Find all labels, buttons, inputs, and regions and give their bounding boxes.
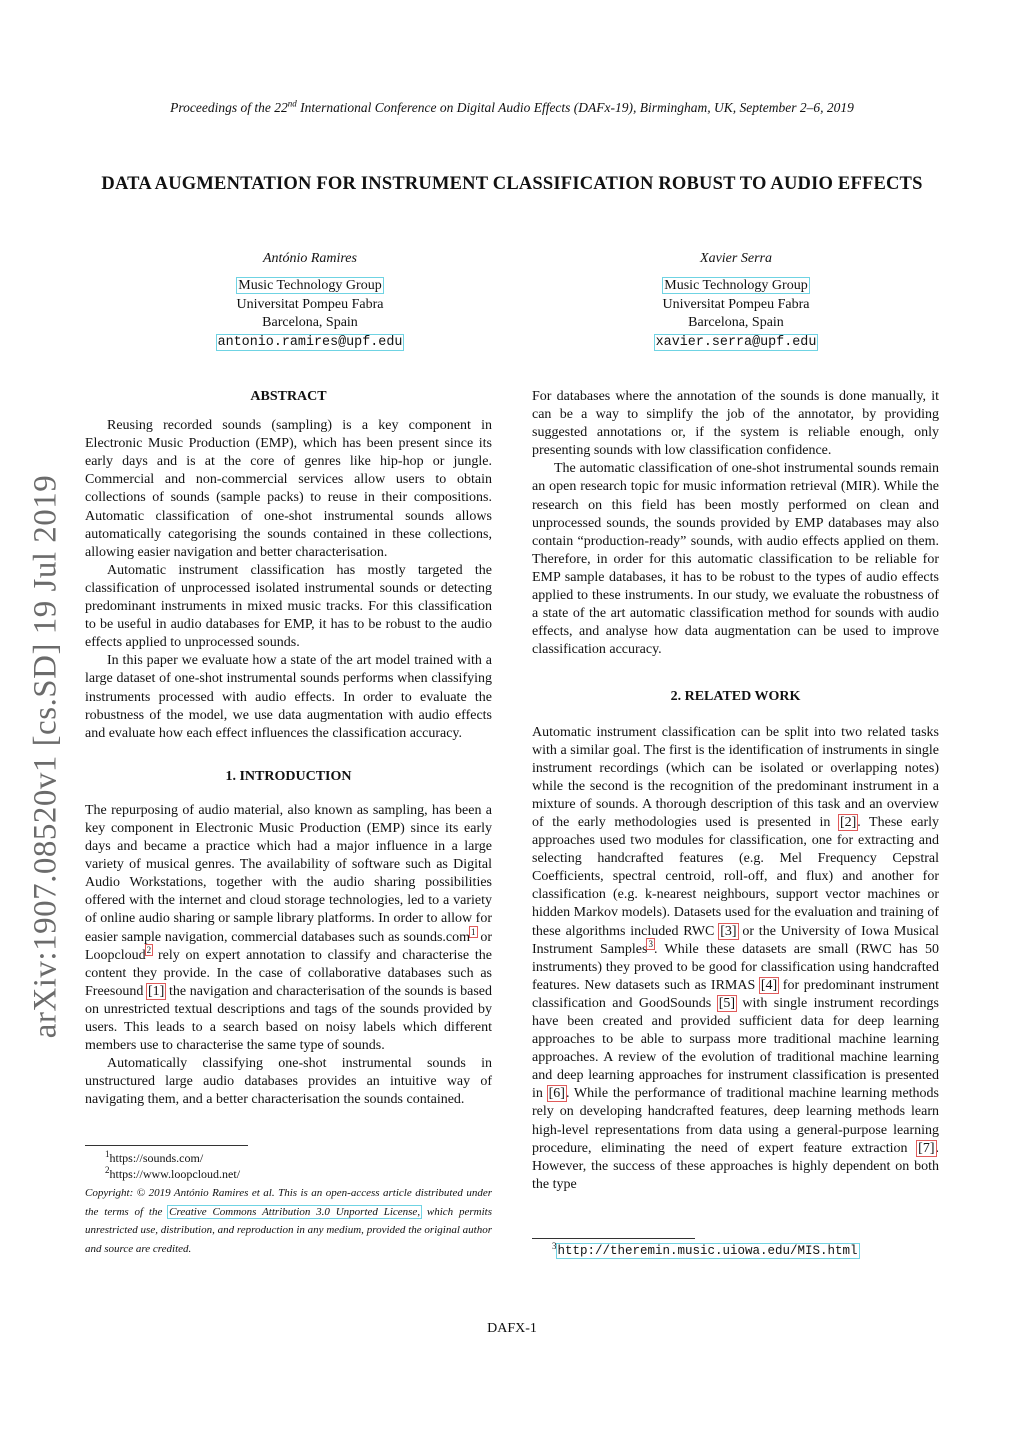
author-block-1 <box>160 250 460 352</box>
arxiv-identifier: arXiv:1907.08520v1 [cs.SD] 19 Jul 2019 <box>27 474 64 1039</box>
author-city: Barcelona, Spain <box>688 315 784 331</box>
citation-link[interactable]: [4] <box>760 977 778 993</box>
abstract-heading: ABSTRACT <box>250 389 327 404</box>
citation-link[interactable]: [5] <box>718 995 736 1011</box>
author-email-link[interactable]: xavier.serra@upf.edu <box>655 334 817 350</box>
author-name: António Ramires <box>263 251 357 266</box>
author-block-2 <box>586 250 886 352</box>
footnote-divider <box>532 1238 695 1239</box>
proceedings-header: Proceedings of the 22nd International Conference on Digital Audio Effects (DAFx-19), Birmingham, UK, September 2–6, 2019 <box>170 98 854 115</box>
footnote-right: $^3$http://theremin.music.uiowa.edu/MIS.html <box>552 1241 858 1258</box>
footnote-url-link[interactable]: http://theremin.music.uiowa.edu/MIS.html <box>557 1244 858 1258</box>
abstract-paragraph: Automatic instrument classification has mostly targeted the classification of unprocessed isolated instrumental sounds or detecting predominant instruments in mixed music tracks. For this classification to be useful in audio databases for EMP, it has to be robust to the audio effects applied to unprocessed sounds. <box>85 562 492 651</box>
section-heading-introduction: 1. INTRODUCTION <box>225 768 352 784</box>
footnote: $^2$https://www.loopcloud.net/ <box>105 1165 241 1181</box>
footnote-ref[interactable]: 3 <box>648 938 653 949</box>
footnote-ref[interactable]: 2 <box>146 944 152 955</box>
right-column <box>532 388 939 1194</box>
body-paragraph: The automatic classification of one-shot instrumental sounds remain an open research topic for music information retrieval (MIR). While the research on this field has been mostly performed on clean and unprocessed sounds, the sounds provided by EMP databases may also contain “production-ready” sounds, with audio effects applied on them. Therefore, in order for this automatic classification to be reliable for EMP sample databases, it has to be robust to the types of audio effects applied to these instruments. In our study, we evaluate the robustness of a state of the art automatic classification method for sounds with audio effects, and analyse how data augmentation can be used to improve classification accuracy. <box>532 461 939 658</box>
affiliation-link[interactable]: Music Technology Group <box>238 278 382 294</box>
related-work-paragraph: Automatic instrument classification can be split into two related tasks with a similar goal. The first is the identification of instruments in single instrument recordings (which can be isolated or overlapping notes) while the second is the recognition of the predominant instrument in a mixture of sounds. A thorough description of this task and an overview of the early methodologies used is presented in [2]. These early approaches used two modules for classification, one for extracting and selecting handcrafted features (e.g. Mel Frequency Cepstral Coefficients, spectral centroid, roll-off, and flux) and another for classification (e.g. k-nearest neighbours, support vector machines or hidden Markov models). Datasets used for the evaluation and training of these algorithms included RWC [3] or the University of Iowa Musical Instrument Samples$^3$. While these datasets are small (RWC has 50 instruments) they proved to be good for classification using handcrafted features. New datasets such as IRMAS [4] for predominant instrument classification and GoodSounds [5] with single instrument recordings have been created and provided sufficient data for deep learning approaches to be able to surpass more traditional machine learning approaches. A review of the evolution of traditional machine learning and deep learning approaches for instrument classification is presented in [6]. While the performance of traditional machine learning methods rely on developing handcrafted features, deep learning methods learn high-level representations from data using a general-purpose learning procedure, eliminating the need of expert feature extraction [7]. However, the success of these approaches is highly dependent on both the type <box>532 724 939 1192</box>
citation-link[interactable]: [1] <box>147 983 165 999</box>
intro-paragraph: The repurposing of audio material, also known as sampling, has been a key component in Electronic Music Production (EMP) since its early days and became a practice which had a major influence in a large variety of musical genres. The availability of software such as Digital Audio Workstations, together with the audio sharing possibilities offered with the internet and cloud storage technologies, led to a variety of online audio sharing or sample library platforms. In order to allow for easier sample navigation, commercial databases such as sounds.com$^1$ or Loopcloud$^2$ rely on expert annotation to classify and characterise the content they provide. In the case of collaborative databases such as Freesound [1] the navigation and characterisation of the sounds is based on unrestricted textual descriptions and tags of the sounds provided by users. This leads to a search based on noisy labels which different members use to characterise the same type of sounds. <box>85 802 492 1054</box>
intro-paragraph: Automatically classifying one-shot instrumental sounds in unstructured large audio databases provides an intuitive way of navigating them, and a better characterisation the sounds contained. <box>85 1056 492 1108</box>
author-university: Universitat Pompeu Fabra <box>662 296 810 312</box>
author-name: Xavier Serra <box>700 251 772 266</box>
copyright-notice: Copyright: © 2019 António Ramires et al. This is an open-access article distributed under the terms of the Creative Commons Attribution 3.0 Unported License, which permits unrestricted use, distribution, and reproduction in any medium, provided the original author and source are credited. <box>85 1187 492 1255</box>
citation-link[interactable]: [2] <box>839 814 857 830</box>
citation-link[interactable]: [6] <box>548 1086 565 1102</box>
page-footer: DAFX-1 <box>487 1321 537 1336</box>
author-university: Universitat Pompeu Fabra <box>236 296 384 312</box>
affiliation-link[interactable]: Music Technology Group <box>664 278 808 294</box>
citation-link[interactable]: [3] <box>720 923 737 939</box>
citation-link[interactable]: [7] <box>918 1140 935 1156</box>
license-link[interactable]: Creative Commons Attribution 3.0 Unported License, <box>169 1205 421 1218</box>
footnote: $^1$https://sounds.com/ <box>105 1149 204 1165</box>
author-email-link[interactable]: antonio.ramires@upf.edu <box>217 334 403 350</box>
left-column <box>85 388 492 1109</box>
abstract-paragraph: Reusing recorded sounds (sampling) is a key component in Electronic Music Production (EMP), which has been present since its early days and is at the core of genres like hip-hop or jungle. Commercial and non-commercial services allow users to obtain collections of sounds (sample packs) to reuse in their compositions. Automatic classification of one-shot instrumental sounds allows automatically categorising the sounds contained in these collections, allowing easier navigation and better characterisation. <box>85 418 492 560</box>
section-heading-related-work: 2. RELATED WORK <box>670 689 801 705</box>
footnote-divider <box>85 1145 248 1146</box>
abstract-paragraph: In this paper we evaluate how a state of the art model trained with a large dataset of one-shot instrumental sounds performs when classifying instruments processed with audio effects. In order to evaluate the robustness of the model, we use data augmentation with audio effects and evaluate how each effect influences the classification accuracy. <box>85 653 492 741</box>
body-paragraph: For databases where the annotation of the sounds is done manually, it can be a way to simplify the job of the annotator, by providing suggested annotations or, if the system is reliable enough, only presenting sounds with low classification confidence. <box>532 389 939 459</box>
author-city: Barcelona, Spain <box>262 315 358 331</box>
footnote-ref[interactable]: 1 <box>471 926 476 937</box>
paper-title: DATA AUGMENTATION FOR INSTRUMENT CLASSIFICATION ROBUST TO AUDIO EFFECTS <box>101 174 923 194</box>
footnotes-left <box>85 1150 492 1258</box>
